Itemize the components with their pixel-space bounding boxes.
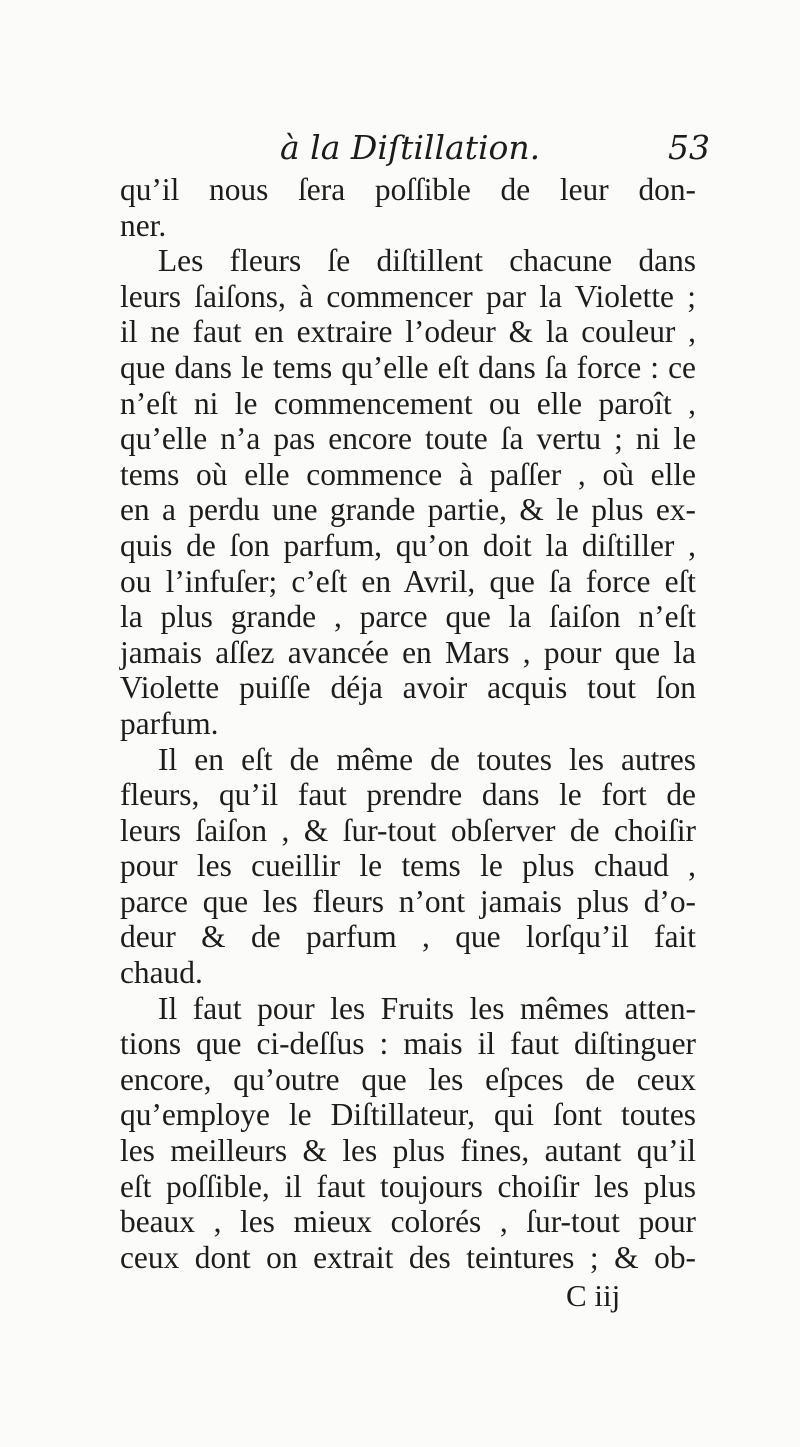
body-text (120, 172, 696, 1275)
text-line: chaud. (120, 955, 203, 991)
text-line: que dans le tems qu’elle eſt dans ſa force : ce (120, 349, 696, 385)
text-line: qu’il nous ſera poſſible de leur don- (120, 172, 696, 207)
text-line: quis de ſon parfum, qu’on doit la diſtiller , (120, 527, 696, 563)
text-line: leurs ſaiſon , & ſur-tout obſerver de choiſir (120, 812, 696, 848)
text-line: deur & de parfum , que lorſqu’il fait (120, 919, 696, 955)
paragraph-first-line: Il en eſt de même de toutes les autres (158, 741, 696, 777)
text-line: les meilleurs & les plus fines, autant qu’il (120, 1133, 696, 1169)
text-line: parce que les fleurs n’ont jamais plus d’o- (120, 883, 696, 919)
text-line: tems où elle commence à paſſer , où elle (120, 456, 696, 492)
text-line: ner. (120, 207, 167, 243)
text-line: ou l’infuſer; c’eſt en Avril, que ſa force eſt (120, 563, 696, 599)
signature-mark: C iij (566, 1278, 621, 1313)
text-line: en a perdu une grande partie, & le plus ex- (120, 492, 696, 528)
text-line: jamais aſſez avancée en Mars , pour que la (120, 634, 696, 670)
text-line: leurs ſaiſons, à commencer par la Violette ; (120, 278, 696, 314)
text-line: tions que ci-deſſus : mais il faut diſtinguer (120, 1026, 696, 1062)
text-line: fleurs, qu’il faut prendre dans le fort de (120, 777, 696, 813)
paragraph-first-line: Il faut pour les Fruits les mêmes atten- (158, 990, 696, 1026)
text-line: n’eſt ni le commencement ou elle paroît , (120, 385, 696, 421)
page-number: 53 (668, 128, 710, 167)
text-line: la plus grande , parce que la ſaiſon n’eſt (120, 599, 696, 635)
text-line: il ne faut en extraire l’odeur & la couleur , (120, 314, 696, 350)
text-line: parfum. (120, 705, 219, 741)
running-title: à la Diſtillation. (280, 128, 541, 167)
text-line: pour les cueillir le tems le plus chaud , (120, 848, 696, 884)
running-head (120, 128, 710, 178)
paragraph-first-line: Les fleurs ſe diſtillent chacune dans (158, 243, 696, 279)
text-line: eſt poſſible, il faut toujours choiſir les plus (120, 1168, 696, 1204)
text-line: Violette puiſſe déja avoir acquis tout ſon (120, 670, 696, 706)
text-line: encore, qu’outre que les eſpces de ceux (120, 1061, 696, 1097)
text-line: qu’employe le Diſtillateur, qui ſont toutes (120, 1097, 696, 1133)
text-line: qu’elle n’a pas encore toute ſa vertu ; ni le (120, 421, 696, 457)
text-line: ceux dont on extrait des teintures ; & ob- (120, 1239, 696, 1275)
text-line: beaux , les mieux colorés , ſur-tout pour (120, 1204, 696, 1240)
